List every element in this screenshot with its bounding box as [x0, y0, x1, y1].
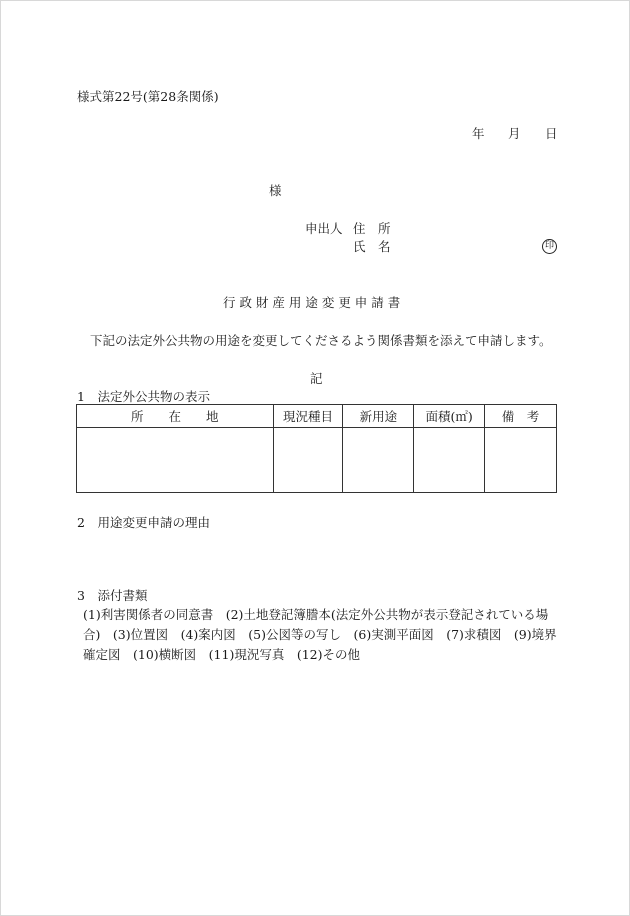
- attachment-list: (1)利害関係者の同意書 (2)土地登記簿謄本(法定外公共物が表示登記されている場合) (3)位置図 (4)案内図 (5)公図等の写し (6)実測平面図 (7)求積図 (9)境界確定図 (10)横断図 (11)現況写真 (12)その他: [83, 607, 557, 662]
- cell-area: [414, 428, 485, 493]
- section2-heading: 2 用途変更申請の理由: [77, 515, 210, 530]
- col-area: 面積(㎡): [414, 405, 485, 428]
- cell-new-use: [343, 428, 414, 493]
- cell-remarks: [485, 428, 557, 493]
- date-month-label: 月: [508, 126, 521, 141]
- name-label: 氏 名: [353, 239, 391, 254]
- col-remarks: 備 考: [485, 405, 557, 428]
- col-current-type: 現況種目: [273, 405, 343, 428]
- property-table: [76, 404, 557, 493]
- document-title: 行 政 財 産 用 途 変 更 申 請 書: [223, 295, 401, 310]
- form-number: 様式第22号(第28条関係): [77, 89, 219, 104]
- table-row: [77, 428, 557, 493]
- date-day-label: 日: [545, 126, 558, 141]
- section1-heading: 1 法定外公共物の表示: [77, 389, 210, 404]
- body-text: 下記の法定外公共物の用途を変更してくださるよう関係書類を添えて申請します。: [90, 333, 552, 348]
- applicant-label: 申出人: [305, 221, 343, 236]
- date-year-label: 年: [472, 126, 485, 141]
- ki-label: 記: [310, 371, 323, 386]
- cell-current-type: [273, 428, 343, 493]
- addressee-suffix: 様: [269, 183, 282, 198]
- col-new-use: 新用途: [343, 405, 414, 428]
- cell-location: [77, 428, 274, 493]
- col-location: 所 在 地: [77, 405, 274, 428]
- seal-mark: [542, 236, 557, 254]
- section3-heading: 3 添付書類: [77, 588, 148, 603]
- property-table-header: [77, 405, 557, 428]
- address-label: 住 所: [353, 221, 391, 236]
- seal-icon: 印: [542, 239, 557, 254]
